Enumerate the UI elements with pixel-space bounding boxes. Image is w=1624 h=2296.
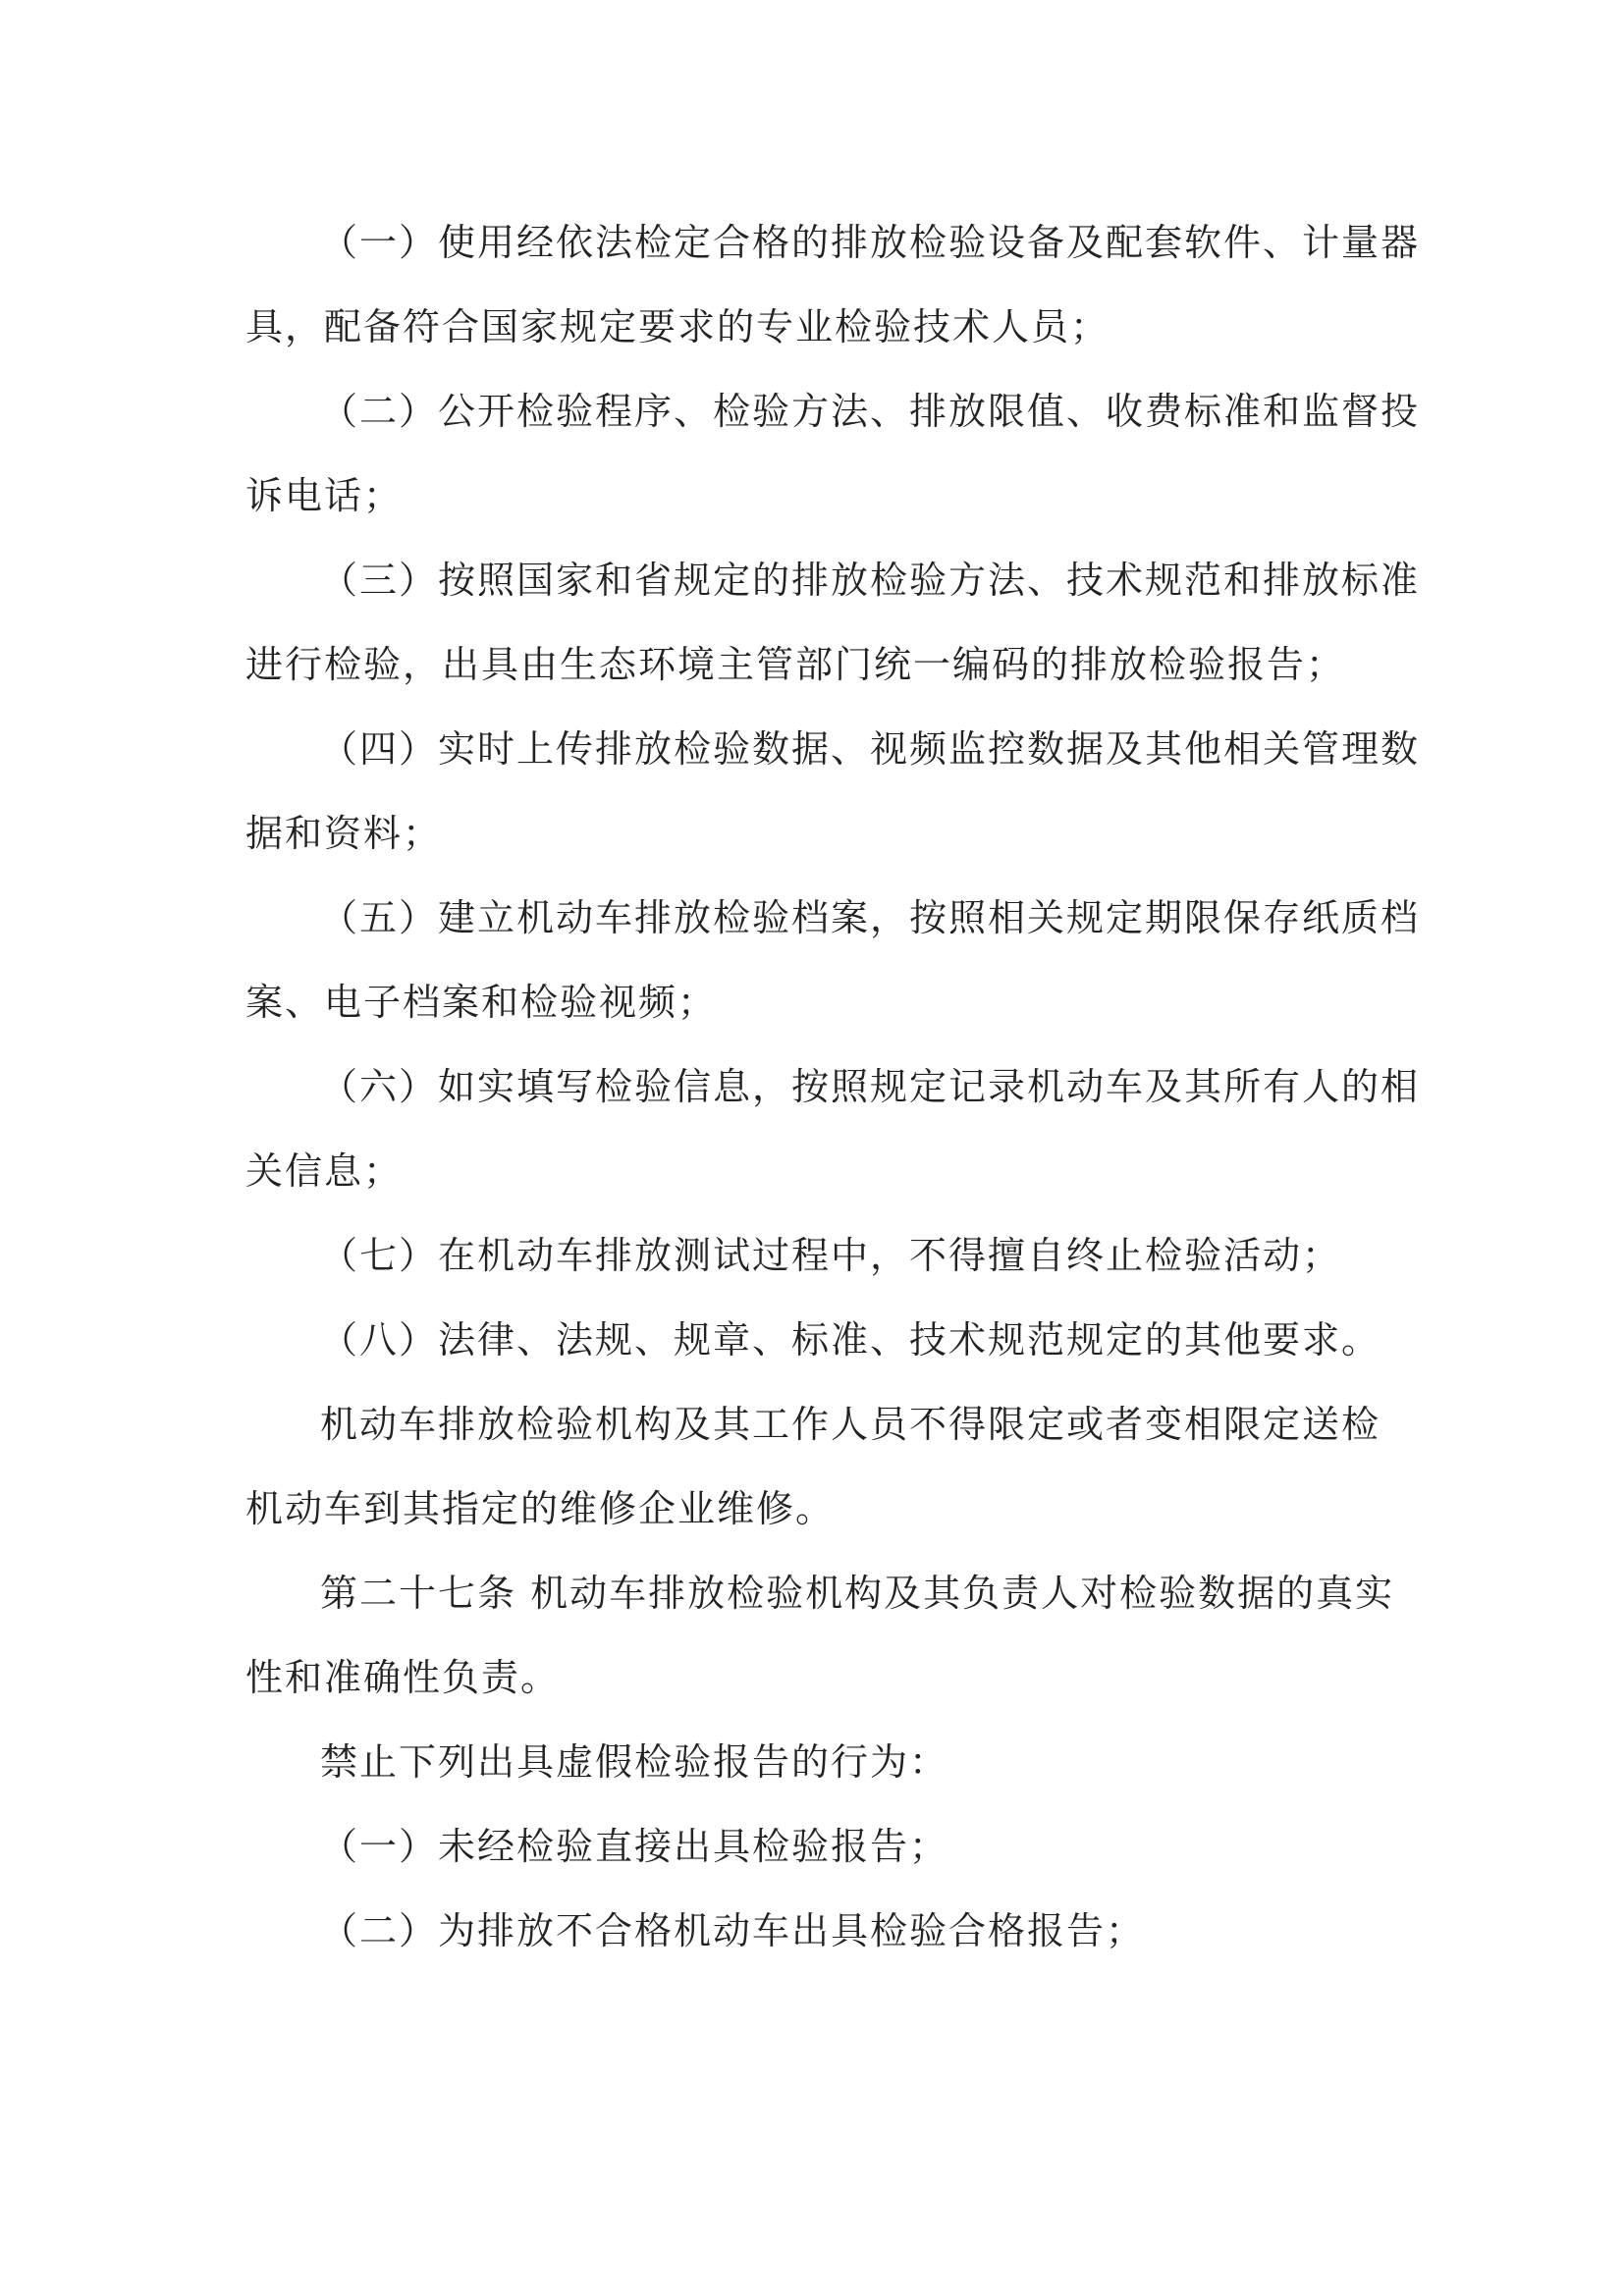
text-line-19: 禁止下列出具虚假检验报告的行为： xyxy=(320,1740,949,1784)
text-line-2: 具，配备符合国家规定要求的专业检验技术人员； xyxy=(245,305,1110,348)
text-line-21: （二）为排放不合格机动车出具检验合格报告； xyxy=(320,1909,1146,1952)
text-line-12: 关信息； xyxy=(245,1149,404,1193)
text-line-13: （七）在机动车排放测试过程中，不得擅自终止检验活动； xyxy=(320,1234,1342,1277)
text-line-7: （四）实时上传排放检验数据、视频监控数据及其他相关管理数 xyxy=(320,727,1421,771)
text-line-4: 诉电话； xyxy=(245,474,404,517)
text-line-5: （三）按照国家和省规定的排放检验方法、技术规范和排放标准 xyxy=(320,559,1421,602)
text-line-6: 进行检验，出具由生态环境主管部门统一编码的排放检验报告； xyxy=(245,643,1346,686)
text-line-10: 案、电子档案和检验视频； xyxy=(245,981,718,1024)
text-line-17: 第二十七条 机动车排放检验机构及其负责人对检验数据的真实 xyxy=(320,1572,1395,1615)
text-line-14: （八）法律、法规、规章、标准、技术规范规定的其他要求。 xyxy=(320,1318,1381,1362)
text-line-20: （一）未经检验直接出具检验报告； xyxy=(320,1825,949,1868)
text-line-15: 机动车排放检验机构及其工作人员不得限定或者变相限定送检 xyxy=(320,1403,1381,1446)
text-line-3: （二）公开检验程序、检验方法、排放限值、收费标准和监督投 xyxy=(320,390,1421,433)
text-line-8: 据和资料； xyxy=(245,812,443,855)
text-line-16: 机动车到其指定的维修企业维修。 xyxy=(245,1487,836,1530)
text-line-11: （六）如实填写检验信息，按照规定记录机动车及其所有人的相 xyxy=(320,1065,1421,1108)
text-line-9: （五）建立机动车排放检验档案，按照相关规定期限保存纸质档 xyxy=(320,896,1421,939)
text-line-1: （一）使用经依法检定合格的排放检验设备及配套软件、计量器 xyxy=(320,221,1421,264)
text-line-18: 性和准确性负责。 xyxy=(245,1656,561,1699)
